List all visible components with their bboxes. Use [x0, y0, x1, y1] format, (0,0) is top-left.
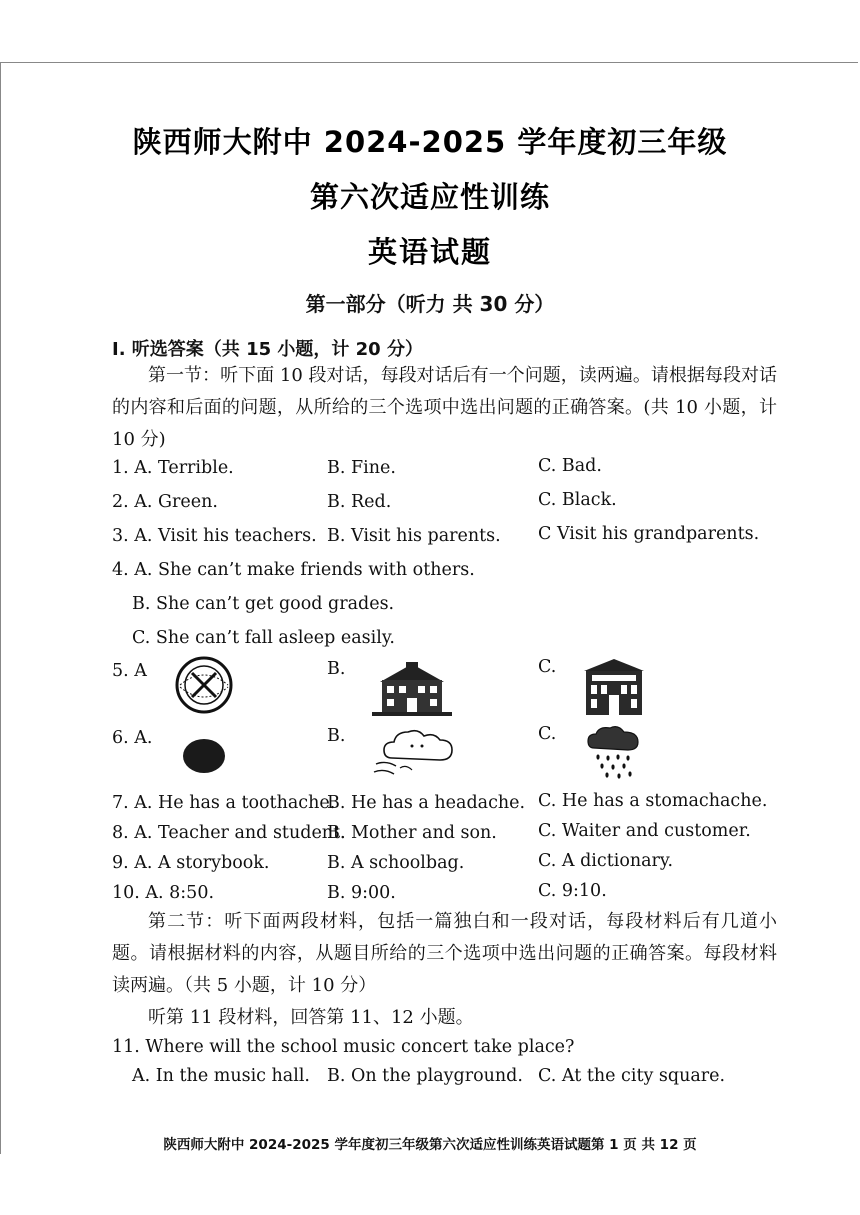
q7-option-b: B. He has a headache. [327, 793, 526, 813]
q8-option-a: 8. A. Teacher and student. [112, 823, 346, 843]
section-1-heading: I. 听选答案（共 15 小题，计 20 分） [112, 339, 423, 360]
q6-option-c: C. [538, 724, 557, 744]
q7-option-a: 7. A. He has a toothache. [112, 793, 336, 813]
q3-option-a: 3. A. Visit his teachers. [112, 526, 317, 546]
windy-cloud-icon [372, 724, 462, 784]
part-1-title: 第一部分（听力 共 30 分） [305, 292, 555, 316]
q2-option-c: C. Black. [538, 490, 617, 510]
q9-option-b: B. A schoolbag. [327, 853, 465, 873]
q9-option-a: 9. A. A storybook. [112, 853, 270, 873]
q7-option-c: C. He has a stomachache. [538, 791, 768, 811]
title-line-3: 英语试题 [367, 235, 492, 269]
q2-option-a: 2. A. Green. [112, 492, 218, 512]
title-line-2: 第六次适应性训练 [309, 180, 550, 214]
rain-cloud-icon [584, 724, 644, 786]
library-icon [582, 657, 646, 721]
q10-option-c: C. 9:10. [538, 881, 607, 901]
q4-option-a: 4. A. She can’t make friends with others. [112, 560, 475, 580]
restaurant-sign-icon [172, 655, 236, 719]
q4-option-c: C. She can’t fall asleep easily. [132, 628, 395, 648]
section-1-instruction-1: 第一节：听下面 10 段对话，每段对话后有一个问题，读两遍。请根据每段对话的内容和后面的问题，从所给的三个选项中选出问题的正确答案。(共 10 小题，计 10 分) [112, 365, 777, 450]
q2-option-b: B. Red. [327, 492, 392, 512]
q1-option-c: C. Bad. [538, 456, 602, 476]
q1-option-a: 1. A. Terrible. [112, 458, 234, 478]
q3-option-c: C Visit his grandparents. [538, 524, 760, 544]
q5-option-a: 5. A [112, 661, 147, 681]
q11-option-c: C. At the city square. [538, 1066, 726, 1086]
q11-stem: 11. Where will the school music concert take place? [112, 1037, 575, 1057]
q11-option-a: A. In the music hall. [132, 1066, 310, 1086]
q9-option-c: C. A dictionary. [538, 851, 674, 871]
page-footer: 陕西师大附中 2024-2025 学年度初三年级第六次适应性训练英语试题第 1 页 共 12 页 [163, 1137, 697, 1153]
q8-option-c: C. Waiter and customer. [538, 821, 751, 841]
q6-option-a: 6. A. [112, 728, 153, 748]
section-1-instruction-2: 第二节：听下面两段材料，包括一篇独白和一段对话，每段材料后有几道小题。请根据材料的内容，从题目所给的三个选项中选出问题的正确答案。每段材料读两遍。（共 5 小题，计 10 分） [112, 911, 777, 996]
q11-option-b: B. On the playground. [327, 1066, 523, 1086]
q5-option-b: B. [327, 659, 346, 679]
q3-option-b: B. Visit his parents. [327, 526, 501, 546]
title-line-1: 陕西师大附中 2024-2025 学年度初三年级 [132, 125, 728, 159]
q6-option-b: B. [327, 726, 346, 746]
q8-option-b: B. Mother and son. [327, 823, 497, 843]
dark-blob-icon [182, 738, 226, 778]
q4-option-b: B. She can’t get good grades. [132, 594, 395, 614]
house-icon [372, 660, 452, 720]
q10-option-a: 10. A. 8:50. [112, 883, 215, 903]
q10-option-b: B. 9:00. [327, 883, 396, 903]
q1-option-b: B. Fine. [327, 458, 396, 478]
q5-option-c: C. [538, 657, 557, 677]
listen-note: 听第 11 段材料，回答第 11、12 小题。 [148, 1007, 474, 1028]
